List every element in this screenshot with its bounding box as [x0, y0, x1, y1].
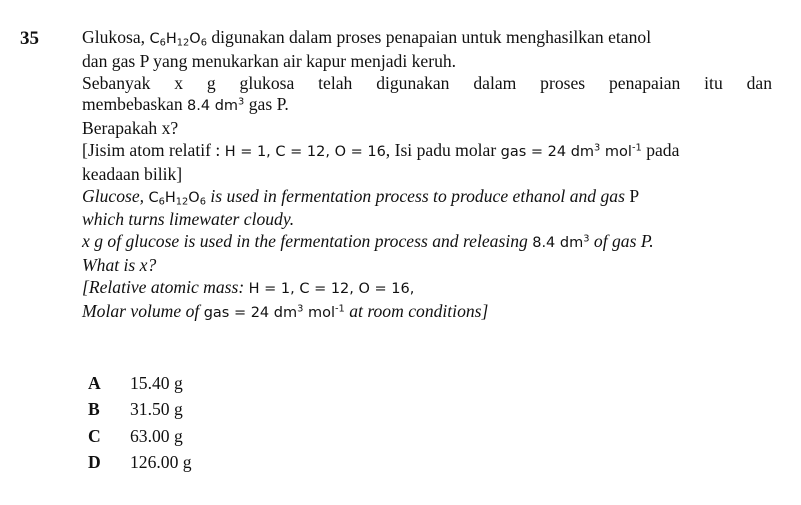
malay-line-7: keadaan bilik]	[82, 163, 183, 184]
malay-line-3: Sebanyak x g glukosa telah digunakan dalam proses penapaian itu dan	[82, 72, 772, 93]
malay-line-1	[82, 27, 772, 51]
malay-question: Berapakah x?	[82, 118, 179, 139]
gas-volume-en: 8.4 $dm^3$	[532, 233, 590, 252]
option-letter: B	[88, 399, 100, 420]
option-value: 126.00 g	[130, 452, 192, 473]
option-value: 63.00 g	[130, 425, 183, 446]
atomic-masses: H = 1, C = 12, O = 16	[224, 143, 386, 160]
option-b[interactable]	[88, 397, 192, 424]
malay-intro: Glukosa,	[82, 27, 146, 47]
molar-volume-en: gas = 24 $dm^3$ mol$^{-1}$	[203, 303, 345, 321]
malay-data-line: [Jisim atom relatif : H = 1, C = 12, O = 16, Isi padu molar gas = 24 $dm^3$ mol$^{-1}$ pada	[82, 139, 680, 160]
glucose-formula: $C_6H_{12}O_6$	[149, 31, 207, 49]
english-data-line-1: [Relative atomic mass: H = 1, C = 12, O = 16,	[82, 276, 415, 297]
malay-line-1-text: digunakan dalam proses penapaian untuk menghasilkan etanol	[211, 27, 652, 47]
english-data-line-2: Molar volume of gas = 24 $dm^3$ mol$^{-1}$ at room conditions]	[82, 300, 489, 321]
malay-line-2: dan gas P yang menukarkan air kapur menjadi keruh.	[82, 50, 457, 71]
option-c[interactable]	[88, 423, 192, 450]
gas-volume: 8.4 $dm^3$	[187, 96, 245, 115]
answer-options	[88, 370, 192, 476]
option-a[interactable]	[88, 370, 192, 397]
option-letter: D	[88, 452, 101, 473]
molar-volume: gas = 24 $dm^3$ mol$^{-1}$	[500, 142, 642, 160]
malay-line-4: membebaskan 8.4 $dm^3$ gas P.	[82, 94, 289, 115]
english-line-1: Glucose, $C_6H_{12}O_6$ is used in fermentation process to produce ethanol and gas P	[82, 185, 640, 208]
english-question: What is x?	[82, 254, 157, 275]
option-value: 15.40 g	[130, 372, 183, 393]
option-d[interactable]	[88, 450, 192, 477]
option-value: 31.50 g	[130, 399, 183, 420]
english-line-2: which turns limewater cloudy.	[82, 209, 295, 230]
question-body	[82, 27, 772, 324]
option-letter: C	[88, 425, 101, 446]
glucose-formula-en: $C_6H_{12}O_6$	[148, 189, 206, 208]
option-letter: A	[88, 372, 101, 393]
question-number: 35	[20, 28, 39, 49]
atomic-masses-en: H = 1, C = 12, O = 16,	[248, 280, 415, 297]
english-line-3: x g of glucose is used in the fermentation process and releasing 8.4 $dm^3$ of gas P.	[82, 231, 654, 252]
